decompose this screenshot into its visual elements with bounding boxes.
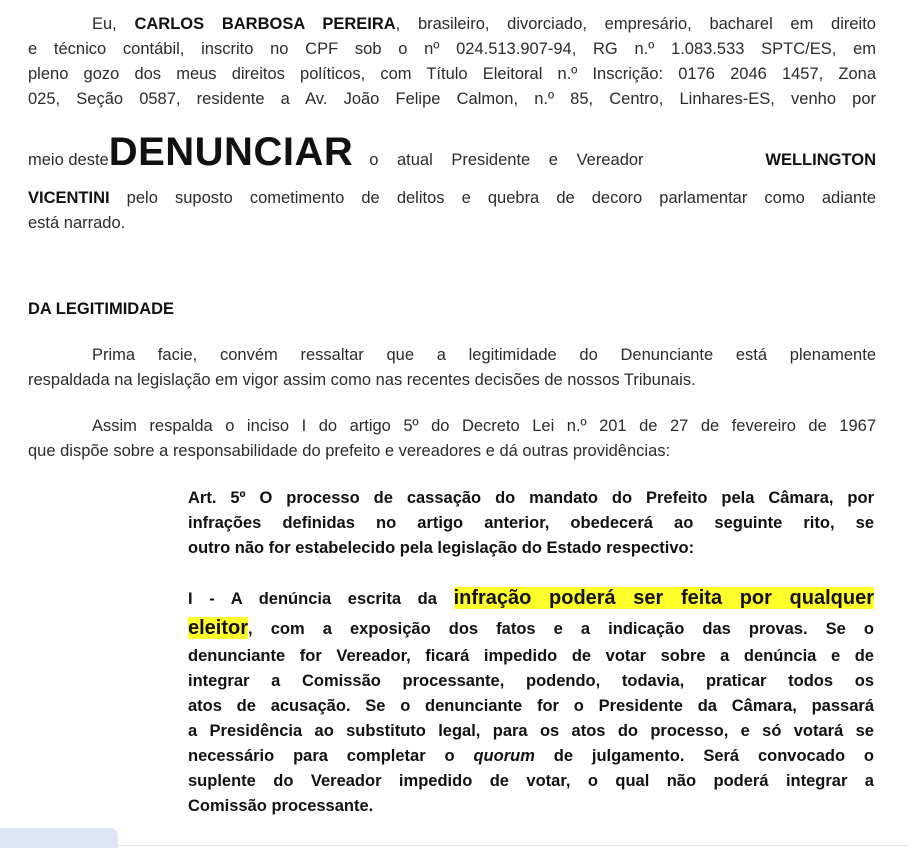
intro-line-5: meio deste DENUNCIAR o atual Presidente e Vereador WELLINGTON: [28, 130, 876, 174]
quote2-line-3: denunciante for Vereador, ficará impedido de votar sobre a denúncia e de: [188, 647, 874, 665]
quote1-line-3: outro não for estabelecido pela legislação do Estado respectivo:: [188, 539, 695, 557]
art5-quote: [188, 486, 874, 561]
intro-line-1: Eu, CARLOS BARBOSA PEREIRA, brasileiro, divorciado, empresário, bacharel em direito: [92, 15, 876, 33]
para2-line-1: Assim respalda o inciso I do artigo 5º do Decreto Lei n.º 201 de 27 de fevereiro de 1967: [92, 417, 876, 435]
page-divider: [118, 845, 908, 846]
inciso-i-quote: [188, 584, 874, 819]
quote2-line-4: integrar a Comissão processante, podendo, todavia, praticar todos os: [188, 672, 874, 690]
section-heading: DA LEGITIMIDADE: [28, 300, 175, 318]
intro-line-6: VICENTINI pelo suposto cometimento de delitos e quebra de decoro parlamentar como adiante: [28, 189, 876, 207]
denunciar-keyword: DENUNCIAR: [108, 130, 354, 174]
highlighted-text: infração poderá ser feita por qualquer: [453, 587, 874, 609]
quote1-line-2: infrações definidas no artigo anterior, obedecerá ao seguinte rito, se: [188, 514, 874, 532]
quote2-line-6: a Presidência ao substituto legal, para os atos do processo, e só votará se: [188, 722, 874, 740]
quote2-line-7: necessário para completar o quorum de julgamento. Será convocado o: [188, 747, 874, 765]
legitimidade-paragraph: [28, 343, 876, 393]
intro-line-4: 025, Seção 0587, residente a Av. João Felipe Calmon, n.º 85, Centro, Linhares-ES, venho por: [28, 90, 876, 108]
decreto-paragraph: [28, 414, 876, 464]
viewer-corner-tab: [0, 828, 118, 848]
para1-line-1: Prima facie, convém ressaltar que a legitimidade do Denunciante está plenamente: [92, 346, 876, 364]
quote1-line-1: Art. 5º O processo de cassação do mandato do Prefeito pela Câmara, por: [188, 489, 874, 507]
para2-line-2: que dispõe sobre a responsabilidade do prefeito e vereadores e dá outras providências:: [28, 442, 671, 460]
quote2-line-8: suplente do Vereador impedido de votar, o qual não poderá integrar a: [188, 772, 874, 790]
quote2-line-5: atos de acusação. Se o denunciante for o Presidente da Câmara, passará: [188, 697, 874, 715]
intro-line-2: e técnico contábil, inscrito no CPF sob o nº 024.513.907-94, RG n.º 1.083.533 SPTC/ES, em: [28, 40, 876, 58]
accused-name-part1: WELLINGTON: [765, 151, 876, 169]
quote2-line-1: I - A denúncia escrita da infração poderá ser feita por qualquer: [188, 587, 874, 609]
para1-line-2: respaldada na legislação em vigor assim como nas recentes decisões de nossos Tribunais.: [28, 371, 696, 389]
quote2-line-2: eleitor, com a exposição dos fatos e a indicação das provas. Se o: [188, 617, 874, 639]
highlighted-text-2: eleitor: [188, 617, 249, 639]
intro-continuation: [28, 186, 876, 236]
intro-line-3: pleno gozo dos meus direitos políticos, com Título Eleitoral n.º Inscrição: 0176 2046 1457, Zona: [28, 65, 876, 83]
denunciante-name: CARLOS BARBOSA PEREIRA: [134, 15, 396, 33]
intro-line-7: está narrado.: [28, 214, 126, 232]
accused-name-part2: VICENTINI: [28, 189, 110, 207]
quote2-line-9: Comissão processante.: [188, 797, 374, 815]
intro-paragraph: [28, 12, 876, 112]
